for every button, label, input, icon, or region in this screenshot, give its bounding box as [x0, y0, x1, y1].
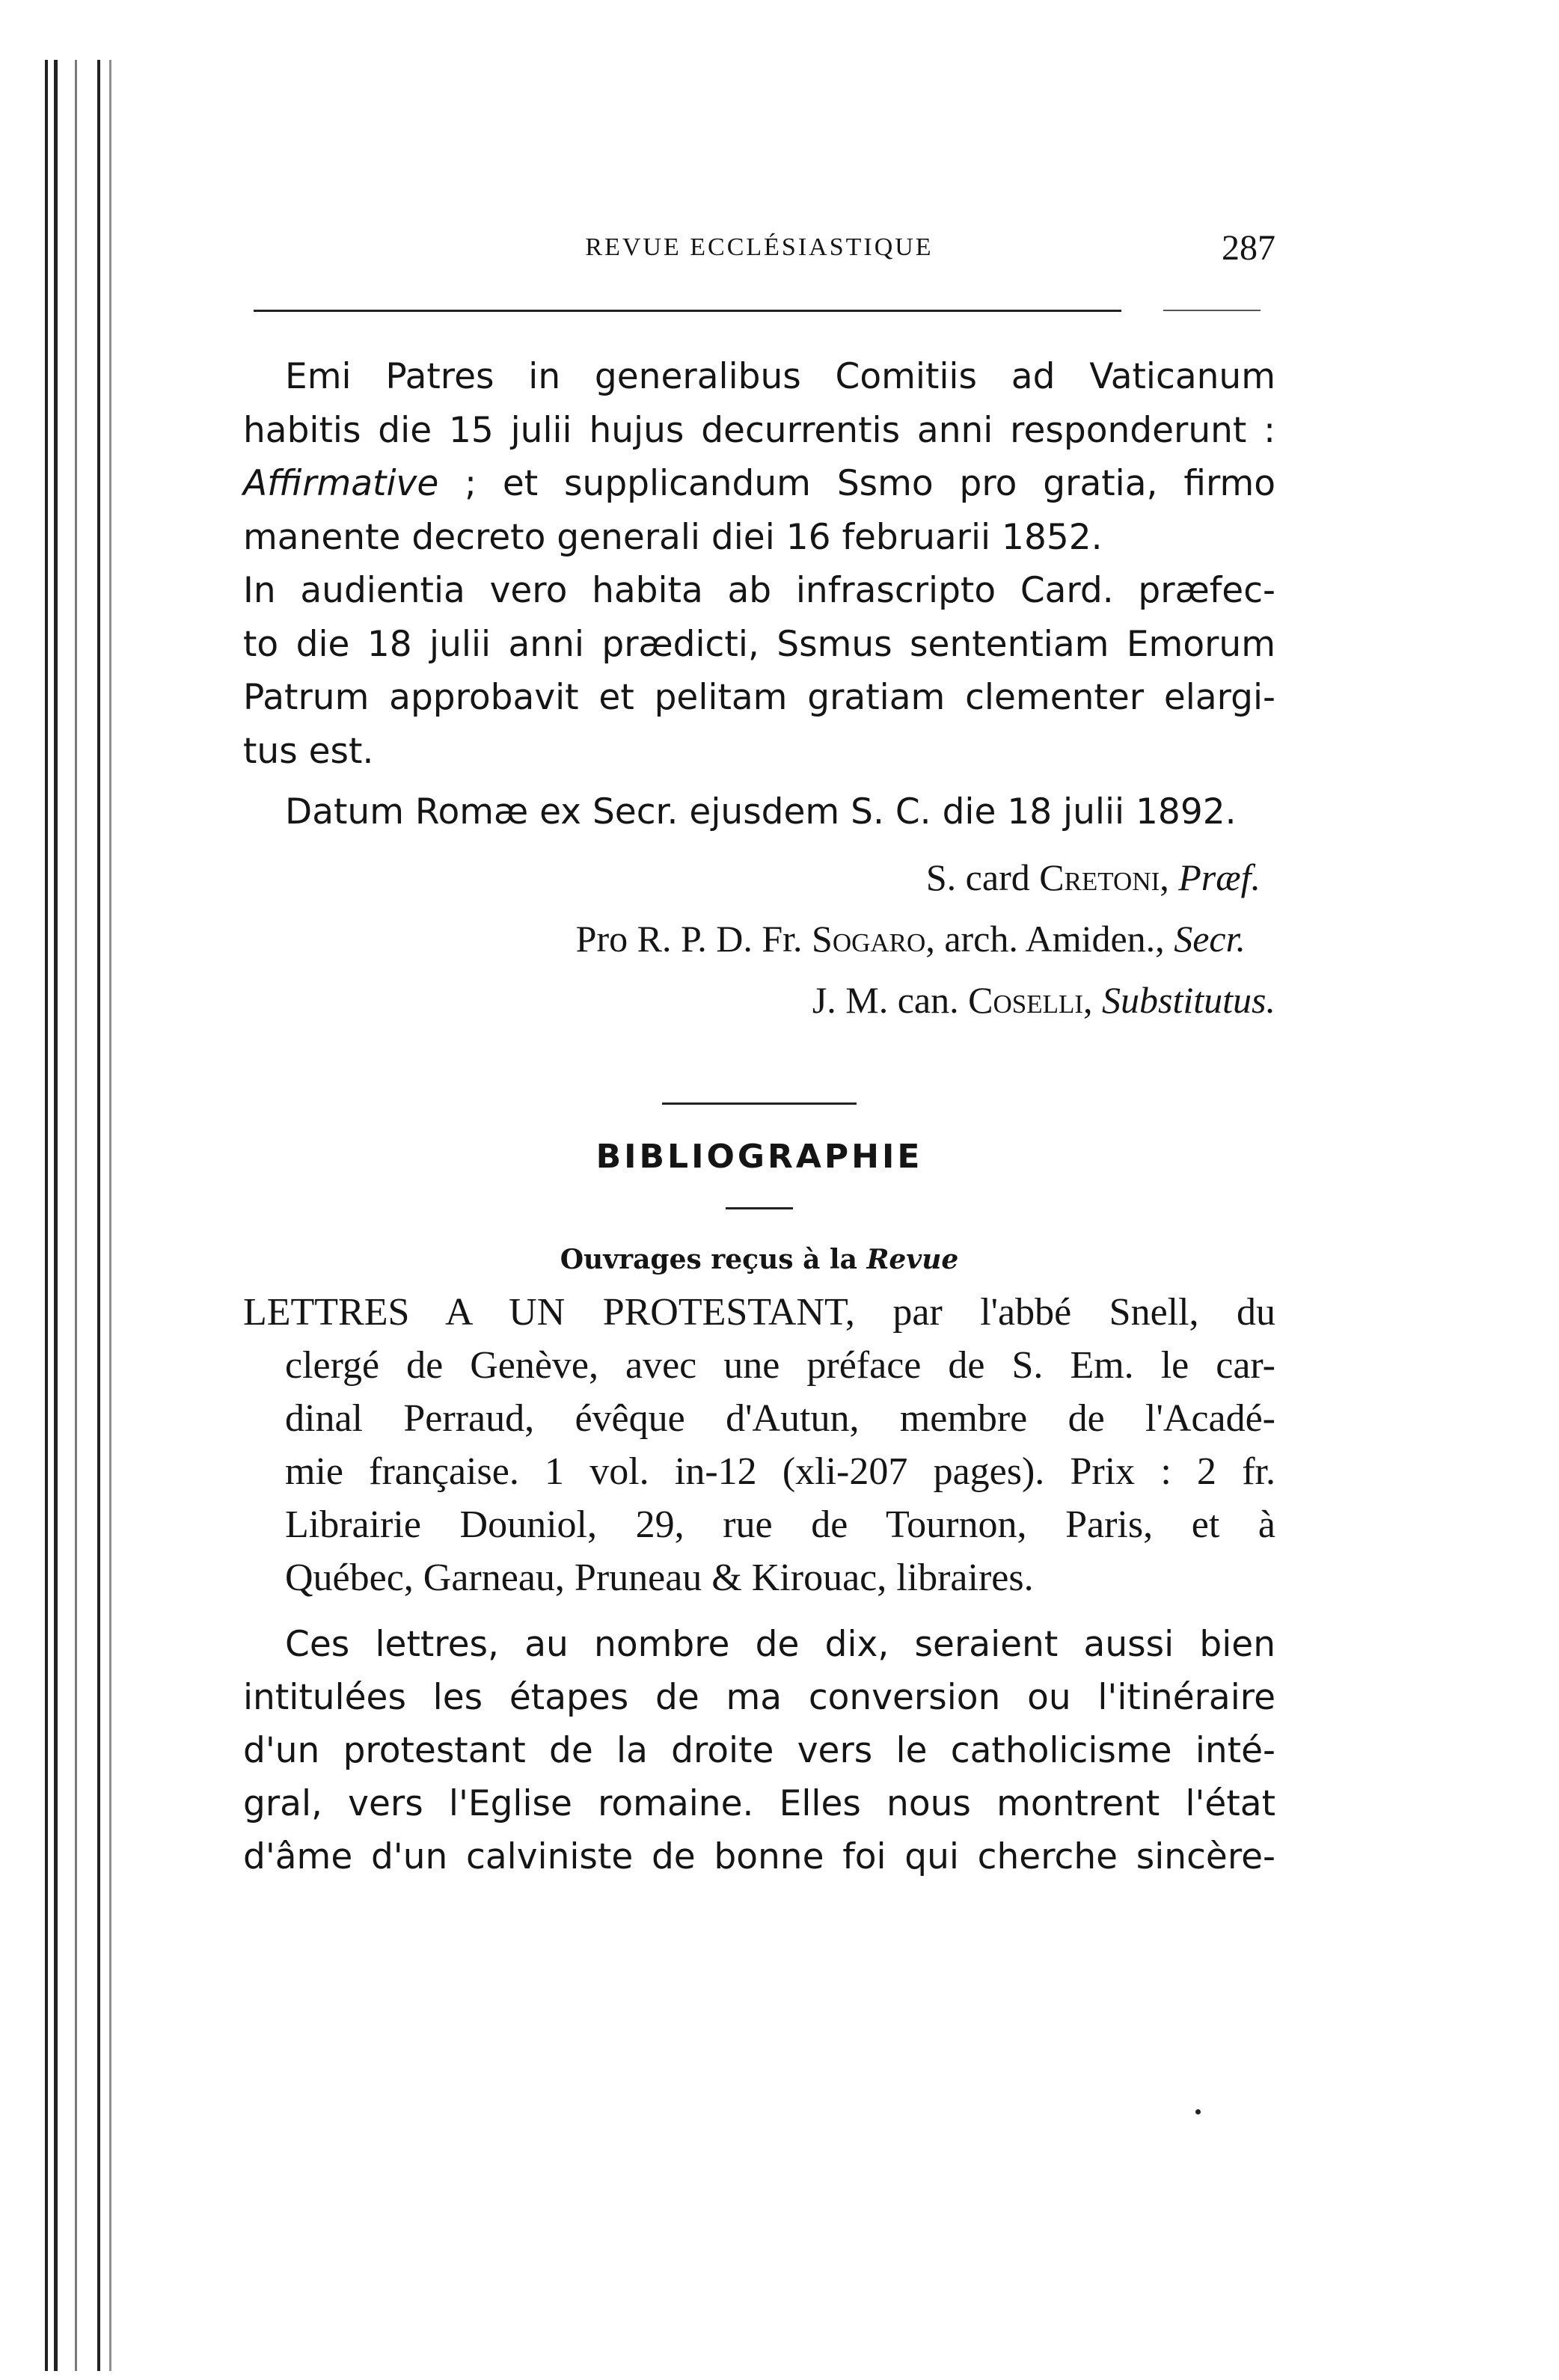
entry-line: Québec, Garneau, Pruneau & Kirouac, libraires. — [285, 1556, 1034, 1599]
audience-paragraph — [243, 564, 1275, 778]
entry-line: mie française. 1 vol. in-12 (xli-207 pages). Prix : 2 fr. — [285, 1450, 1275, 1493]
review-line: d'un protestant de la droite vers le catholicisme inté- — [243, 1729, 1275, 1771]
decree-paragraph — [243, 350, 1275, 564]
signature-name: Sogaro — [812, 917, 926, 960]
subtitle-revue: Revue — [866, 1243, 959, 1275]
signature-name: Cretoni — [1039, 856, 1160, 898]
entry-line: dinal Perraud, évêque d'Autun, membre de l'Acadé- — [285, 1396, 1275, 1440]
signature-title: Secr. — [1174, 917, 1246, 960]
signature-prefix: S. card — [925, 856, 1040, 898]
signature-coselli — [243, 969, 1275, 1031]
entry-line: Librairie Douniol, 29, rue de Tournon, Paris, et à — [285, 1503, 1275, 1546]
title-underline — [726, 1207, 793, 1209]
decree-line: habitis die 15 julii hujus decurrentis anni responderunt : — [243, 409, 1275, 451]
section-subtitle — [243, 1244, 1275, 1275]
decree-line: Emi Patres in generalibus Comitiis ad Vaticanum — [285, 356, 1275, 397]
book-entry — [243, 1286, 1275, 1604]
signature-sogaro — [243, 908, 1275, 969]
entry-line: clergé de Genève, avec une préface de S. Em. le car- — [285, 1343, 1275, 1387]
section-title: BIBLIOGRAPHIE — [595, 1137, 923, 1176]
review-line: d'âme d'un calviniste de bonne foi qui cherche sincère- — [243, 1835, 1275, 1877]
signature-prefix: Pro R. P. D. Fr. — [575, 917, 812, 960]
datum-line: Datum Romæ ex Secr. ejusdem S. C. die 18 julii 1892. — [285, 791, 1237, 832]
decree-line-rest: ; et supplicandum Ssmo pro gratia, firmo — [438, 463, 1275, 504]
decree-line: manente decreto generali diei 16 februarii 1852. — [243, 516, 1103, 558]
signature-suffix: , — [1160, 856, 1179, 898]
running-title: REVUE ECCLÉSIASTIQUE — [585, 233, 934, 261]
signature-title: Præf. — [1178, 856, 1261, 898]
review-paragraph — [243, 1618, 1275, 1883]
datum-paragraph — [243, 785, 1275, 839]
audience-line: to die 18 julii anni prædicti, Ssmus sententiam Emorum — [243, 623, 1275, 665]
section-divider — [662, 1102, 857, 1105]
page — [243, 217, 1275, 1883]
signature-suffix: , — [1083, 978, 1103, 1021]
review-line: gral, vers l'Eglise romaine. Elles nous montrent l'état — [243, 1782, 1275, 1824]
signature-name: Coselli — [968, 978, 1084, 1021]
page-binding-edge — [45, 60, 135, 2371]
stray-mark — [1195, 2109, 1201, 2114]
entry-line: LETTRES A UN PROTESTANT, par l'abbé Snell, du — [243, 1290, 1275, 1334]
audience-line: tus est. — [243, 730, 374, 772]
decree-line — [243, 457, 1275, 511]
review-line: intitulées les étapes de ma conversion ou l'itinéraire — [243, 1676, 1275, 1718]
header-rule — [243, 310, 1275, 314]
subtitle-text: Ouvrages reçus à la — [560, 1243, 867, 1275]
signature-cretoni — [243, 847, 1275, 908]
signature-title: Substitutus. — [1102, 978, 1275, 1021]
running-head — [243, 217, 1275, 277]
signature-suffix: , arch. Amiden., — [925, 917, 1174, 960]
affirmative-word: Affirmative — [243, 463, 439, 504]
review-line: Ces lettres, au nombre de dix, seraient aussi bien — [285, 1623, 1275, 1665]
audience-line: In audientia vero habita ab infrascripto Card. præfec- — [243, 570, 1275, 611]
page-number: 287 — [1222, 228, 1275, 268]
signature-prefix: J. M. can. — [812, 978, 969, 1021]
audience-line: Patrum approbavit et pelitam gratiam clementer elargi- — [243, 677, 1275, 718]
